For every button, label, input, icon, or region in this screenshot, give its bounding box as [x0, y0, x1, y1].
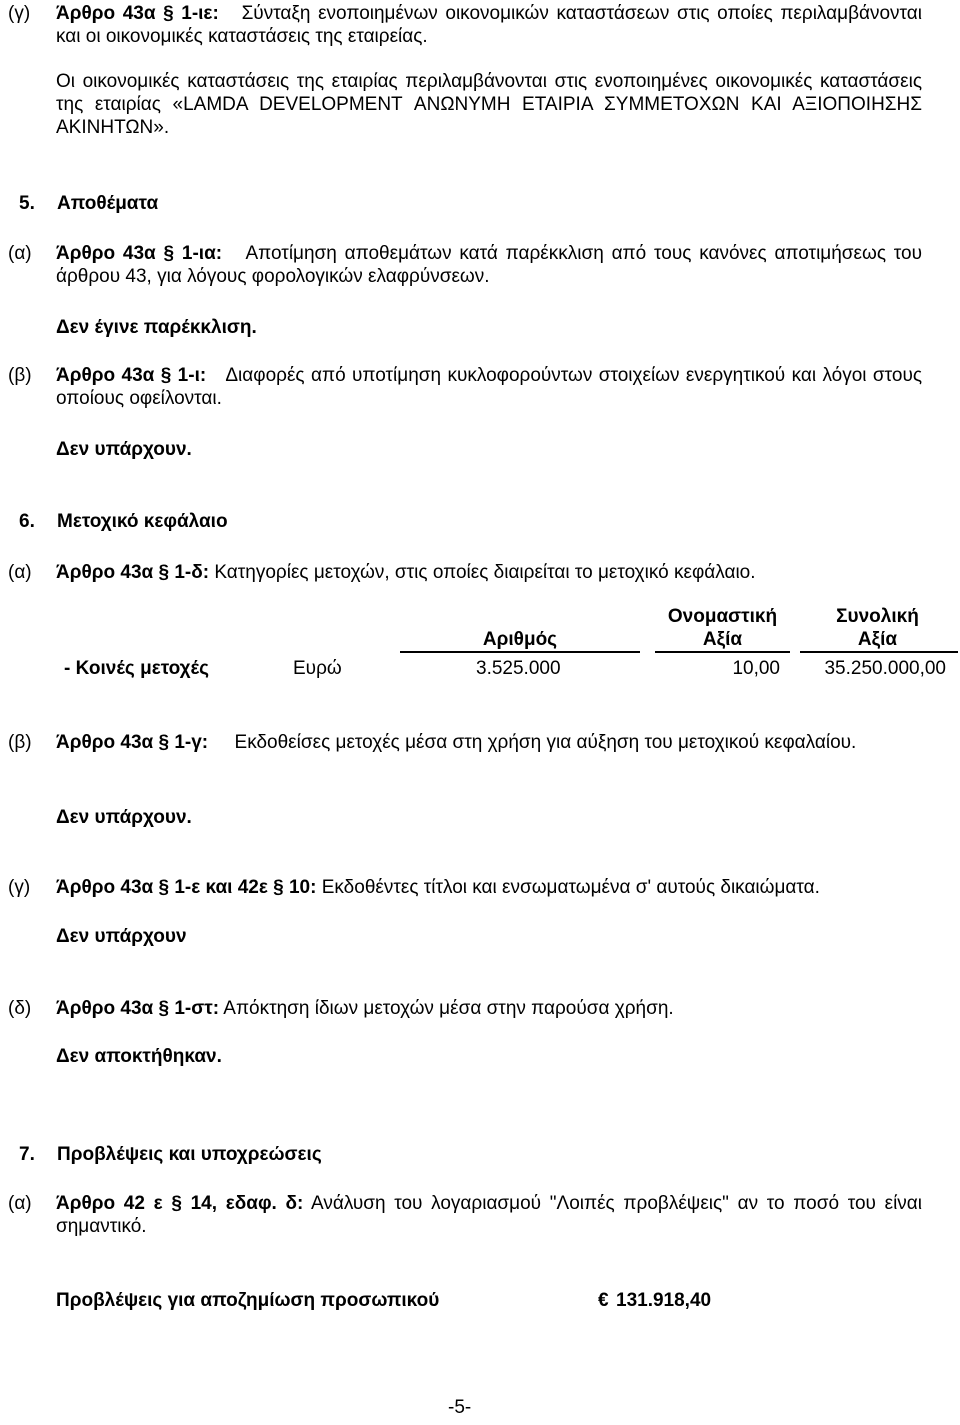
- section-6-number: 6.: [19, 511, 35, 532]
- shares-row-total: 35.250.000,00: [824, 658, 946, 679]
- p1-text: Σύνταξη ενοποιημένων οικονομικών καταστάσεων στις οποίες περιλαμβάνονται και οι οικονομικές καταστάσεις της εταιρείας.: [56, 3, 922, 47]
- s5-a-marker: (α): [8, 243, 32, 264]
- shares-nominal-rule: [655, 651, 790, 653]
- s5-b-marker: (β): [8, 365, 32, 386]
- provision-amount: 131.918,40: [616, 1290, 712, 1311]
- shares-header-nominal-1: Ονομαστική: [667, 606, 778, 627]
- s5-a-text: Αποτίμηση αποθεμάτων κατά παρέκκλιση από τους κανόνες αποτιμήσεως του άρθρου 43, για λόγους φορολογικών ελαφρύνσεων.: [56, 243, 922, 287]
- section-7-number: 7.: [19, 1144, 35, 1165]
- s5-a-article: Άρθρο 43α § 1-ια:: [56, 243, 223, 264]
- p1-body: Οι οικονομικές καταστάσεις της εταιρίας περιλαμβάνονται στις ενοποιημένες οικονομικές καταστάσεις της εταιρίας «LAMDA DEVELOPMENT ΑΝΩΝΥΜΗ ΕΤΑΙΡΙΑ ΣΥΜΜΕΤΟΧΩΝ ΚΑΙ ΑΞΙΟΠΟΙΗΣΗΣ ΑΚΙΝΗΤΩΝ».: [56, 71, 922, 138]
- s6-a-text: Κατηγορίες μετοχών, στις οποίες διαιρείται το μετοχικό κεφάλαιο.: [214, 562, 756, 583]
- s6-a-article: Άρθρο 43α § 1-δ:: [56, 562, 210, 583]
- section-5-number: 5.: [19, 193, 35, 214]
- shares-total-rule: [800, 651, 958, 653]
- shares-count-rule: [400, 651, 640, 653]
- s6-d-marker: (δ): [8, 998, 32, 1019]
- shares-header-nominal-2: Αξία: [702, 629, 743, 650]
- shares-header-total-1: Συνολική: [836, 606, 919, 627]
- s6-c-text: Εκδοθέντες τίτλοι και ενσωματωμένα σ' αυτούς δικαιώματα.: [321, 877, 820, 898]
- s6-b-marker: (β): [8, 732, 32, 753]
- shares-row-nominal: 10,00: [732, 658, 780, 679]
- s6-d-article: Άρθρο 43α § 1-στ:: [56, 998, 220, 1019]
- s6-a-marker: (α): [8, 562, 32, 583]
- s5-b-article: Άρθρο 43α § 1-ι:: [56, 365, 207, 386]
- section-6-title: Μετοχικό κεφάλαιο: [57, 511, 228, 532]
- s6-d-paragraph: [56, 997, 674, 1020]
- s7-a-paragraph: [56, 1192, 922, 1238]
- s7-a-text: Ανάλυση του λογαριασμού "Λοιπές προβλέψεις" αν το ποσό του είναι σημαντικό.: [56, 1193, 922, 1237]
- s6-b-paragraph: [56, 731, 922, 754]
- section-5-title: Αποθέματα: [57, 193, 159, 214]
- s5-b-text: Διαφορές από υποτίμηση κυκλοφορούντων στοιχείων ενεργητικού και λόγοι στους οποίους οφείλονται.: [56, 365, 922, 409]
- p1-marker: (γ): [8, 3, 31, 24]
- s6-d-text: Απόκτηση ίδιων μετοχών μέσα στην παρούσα χρήση.: [223, 998, 674, 1019]
- s6-b-note: Δεν υπάρχουν.: [56, 807, 192, 828]
- shares-row-count: 3.525.000: [476, 658, 561, 679]
- shares-header-count: Αριθμός: [482, 629, 558, 650]
- s7-a-marker: (α): [8, 1193, 32, 1214]
- provision-label: Προβλέψεις για αποζημίωση προσωπικού: [56, 1290, 440, 1311]
- p1-paragraph: [56, 2, 922, 48]
- page-number: -5-: [448, 1397, 472, 1418]
- s6-d-note: Δεν αποκτήθηκαν.: [56, 1046, 222, 1067]
- s6-c-paragraph: [56, 876, 820, 899]
- s6-b-article: Άρθρο 43α § 1-γ:: [56, 732, 209, 753]
- s5-b-note: Δεν υπάρχουν.: [56, 439, 192, 460]
- s7-a-article: Άρθρο 42 ε § 14, εδαφ. δ:: [56, 1193, 304, 1214]
- s5-a-note: Δεν έγινε παρέκκλιση.: [56, 317, 257, 338]
- s6-c-marker: (γ): [8, 877, 31, 898]
- provision-currency-symbol: €: [598, 1290, 609, 1311]
- s6-c-note: Δεν υπάρχουν: [56, 926, 187, 947]
- s6-c-article: Άρθρο 43α § 1-ε και 42ε § 10:: [56, 877, 317, 898]
- s6-a-paragraph: [56, 561, 756, 584]
- shares-row-currency: Ευρώ: [293, 658, 342, 679]
- s5-b-paragraph: [56, 364, 922, 410]
- shares-row-label: - Κοινές μετοχές: [64, 658, 209, 679]
- p1-article: Άρθρο 43α § 1-ιε:: [56, 3, 219, 24]
- section-7-title: Προβλέψεις και υποχρεώσεις: [57, 1144, 322, 1165]
- s5-a-paragraph: [56, 242, 922, 288]
- s6-b-text: Εκδοθείσες μετοχές μέσα στη χρήση για αύξηση του μετοχικού κεφαλαίου.: [234, 732, 857, 753]
- shares-header-total-2: Αξία: [857, 629, 898, 650]
